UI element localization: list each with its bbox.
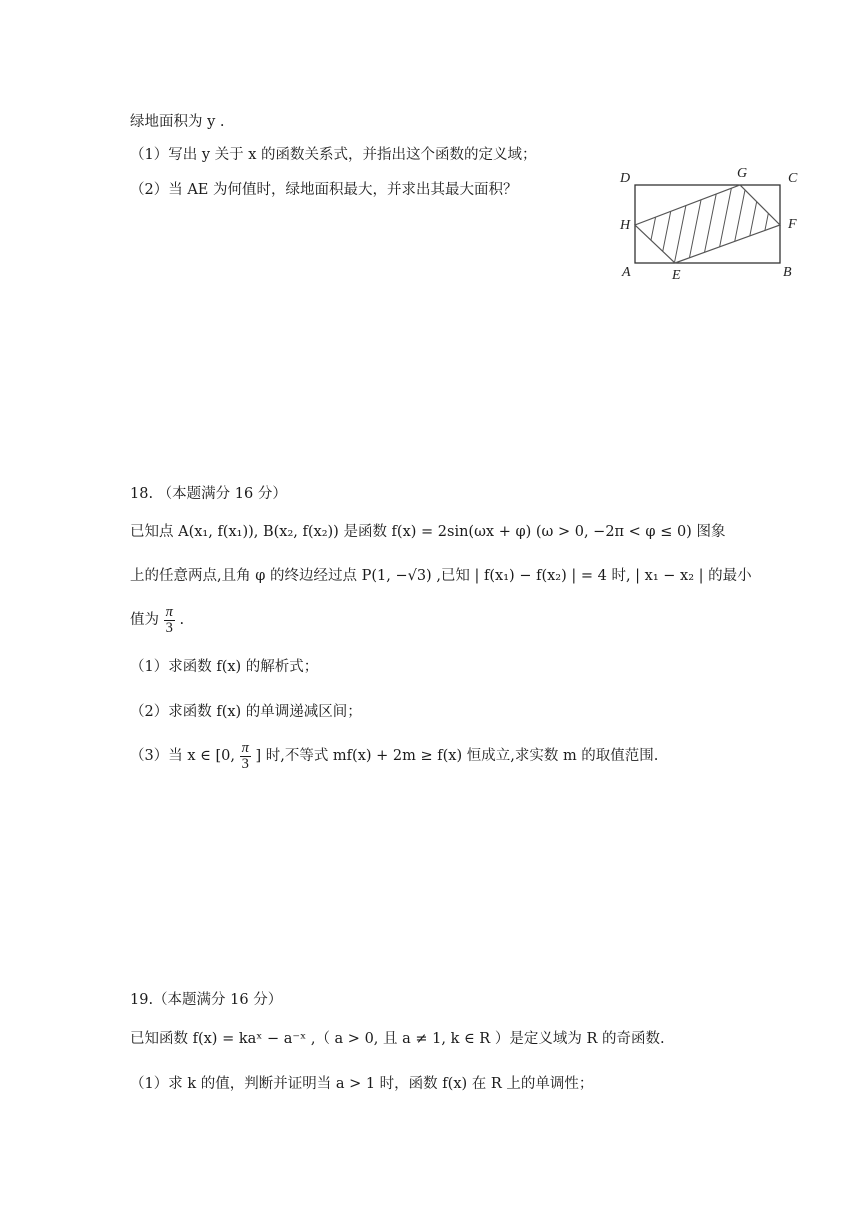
q19-header: 19.（本题满分 16 分） bbox=[130, 992, 283, 1008]
q17-intro-line: 绿地面积为 y . bbox=[130, 114, 225, 130]
hatch-lines bbox=[645, 180, 775, 270]
q18-line3 bbox=[130, 604, 184, 636]
q17-part2: （2）当 AE 为何值时，绿地面积最大，并求出其最大面积？ bbox=[130, 182, 518, 198]
q18-part1: （1）求函数 f(x) 的解析式； bbox=[130, 659, 319, 675]
label-f: F bbox=[788, 217, 797, 232]
label-e: E bbox=[672, 268, 681, 283]
q18-part2: （2）求函数 f(x) 的单调递减区间； bbox=[130, 704, 362, 720]
label-a: A bbox=[622, 265, 631, 280]
rectangle-figure bbox=[615, 160, 815, 285]
q18-header: 18. （本题满分 16 分） bbox=[130, 486, 287, 502]
q18-line2: 上的任意两点,且角 φ 的终边经过点 P(1, −√3) ,已知 | f(x₁) − f(x₂) | = 4 时, | x₁ − x₂ | 的最小 bbox=[130, 568, 752, 584]
label-g: G bbox=[737, 166, 748, 181]
label-b: B bbox=[783, 265, 792, 280]
parallelogram-efgh bbox=[635, 185, 780, 263]
label-d: D bbox=[620, 171, 631, 186]
fraction-denominator: 3 bbox=[165, 619, 173, 636]
q18-part3-suffix: ] 时,不等式 mf(x) + 2m ≥ f(x) 恒成立,求实数 m 的取值范围. bbox=[255, 748, 659, 764]
fraction-denominator: 3 bbox=[241, 755, 249, 772]
fraction-pi-over-3 bbox=[240, 741, 251, 772]
q18-line3-prefix: 值为 bbox=[130, 612, 159, 628]
q18-part3 bbox=[130, 740, 658, 772]
label-h: H bbox=[620, 218, 631, 233]
q18-line3-suffix: . bbox=[179, 612, 185, 628]
q19-line1: 已知函数 f(x) = kaˣ − a⁻ˣ ,（ a > 0, 且 a ≠ 1, k ∈ R ）是定义域为 R 的奇函数. bbox=[130, 1031, 665, 1047]
q17-part1: （1）写出 y 关于 x 的函数关系式，并指出这个函数的定义域； bbox=[130, 147, 537, 163]
q19-part1: （1）求 k 的值，判断并证明当 a > 1 时，函数 f(x) 在 R 上的单调性； bbox=[130, 1076, 594, 1092]
fraction-pi-over-3 bbox=[164, 605, 175, 636]
q18-part3-prefix: （3）当 x ∈ [0, bbox=[130, 748, 240, 764]
label-c: C bbox=[788, 171, 798, 186]
fraction-numerator: π bbox=[165, 603, 173, 620]
q18-line1: 已知点 A(x₁, f(x₁)), B(x₂, f(x₂)) 是函数 f(x) = 2sin(ωx + φ) (ω > 0, −2π < φ ≤ 0) 图象 bbox=[130, 524, 726, 540]
fraction-numerator: π bbox=[241, 739, 249, 756]
